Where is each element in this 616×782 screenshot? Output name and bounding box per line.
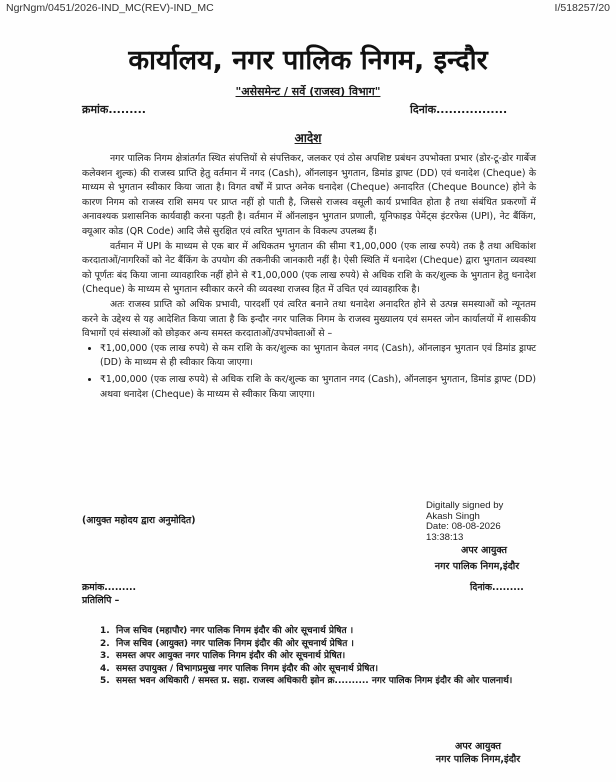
reference-number-field: क्रमांक.........	[82, 103, 146, 116]
paragraph: वर्तमान में UPI के माध्यम से एक बार में अधिकतम भुगतान की सीमा ₹1,00,000 (एक लाख रुपये) तक है तथा अधिकांश करदाताओं/नागरिकों को नेट बैंकिंग के उपयोग की तकनीकी जानकारी नहीं है। ऐसी स्थिति में धनादेश (Cheque) द्वारा भुगतान व्यवस्था को पूर्णतः बंद किया जाना व्यावहारिक नहीं होने से ₹1,00,000 (एक लाख रुपये) से अधिक राशि के कर/शुल्क के भुगतान हेतु धनादेश (Cheque) के माध्यम से भुगतान स्वीकार करने की व्यवस्था राजस्व हित में उचित एवं व्यावहारिक है।	[82, 240, 536, 296]
date-field: दिनांक.................	[410, 103, 508, 116]
list-item	[100, 675, 536, 688]
order-heading-text: आदेश	[294, 131, 322, 145]
signature-line: Digitally signed by	[426, 500, 504, 511]
list-text: निज सचिव (आयुक्त) नगर पालिक निगम इंदौर की ओर सूचनार्थ प्रेषित ।	[116, 638, 354, 649]
inward-number: I/518257/20	[554, 2, 610, 14]
list-text: निज सचिव (महापौर) नगर पालिक निगम इंदौर की ओर सूचनार्थ प्रेषित ।	[116, 626, 354, 636]
list-item: • ₹1,00,000 (एक लाख रुपये) से कम राशि के कर/शुल्क का भुगतान केवल नगद (Cash), ऑनलाइन भुगतान एवं डिमांड ड्राफ्ट (DD) के माध्यम से ही स्वीकार किया जाएगा।	[100, 342, 536, 371]
list-text: समस्त भवन अधिकारी / समस्त प्र. सहा. राजस्व अधिकारी झोन क्र.......... नगर पालिक निगम इंदौर की ओर पालनार्थ।	[116, 676, 513, 687]
office-title: कार्यालय, नगर पालिक निगम, इन्दौर	[128, 45, 488, 76]
list-item: • ₹1,00,000 (एक लाख रुपये) से अधिक राशि के कर/शुल्क का भुगतान नगद (Cash), ऑनलाइन भुगतान, डिमांड ड्राफ्ट (DD) अथवा धनादेश (Cheque) के माध्यम से स्वीकार किया जाएगा।	[100, 373, 536, 402]
list-number: 5.	[100, 676, 110, 687]
department-text: "असेसमेन्ट / सर्वे (राजस्व) विभाग"	[235, 85, 381, 98]
signature-time: 13:38:13	[426, 531, 464, 543]
copy-date: दिनांक.........	[470, 582, 524, 593]
digital-signature	[426, 501, 503, 543]
list-number: 1.	[100, 626, 110, 636]
order-heading	[0, 129, 616, 146]
paragraph: अतः राजस्व प्राप्ति को अधिक प्रभावी, पारदर्शी एवं त्वरित बनाने तथा धनादेश अनादरित होने से उत्पन्न समस्याओं को न्यूनतम करने के उद्देश्य से यह आदेशित किया जाता है कि इन्दौर नगर पालिक निगम के राजस्व मुख्यालय एवं समस्त जोन कार्यालयों में शासकीय विभागों एवं संस्थाओं को छोड़कर अन्य समस्त करदाताओं/उपभोक्ताओं से –	[82, 298, 536, 340]
approval-note: (आयुक्त महोदय द्वारा अनुमोदित)	[82, 515, 196, 526]
bottom-signature-block	[408, 740, 548, 766]
copy-reference-number: क्रमांक.........	[82, 582, 137, 593]
copy-to-heading: प्रतिलिपि –	[82, 595, 120, 606]
order-body	[82, 152, 536, 404]
list-number: 2.	[100, 638, 110, 649]
signatory-title: अपर आयुक्त	[460, 545, 508, 556]
list-item	[100, 650, 536, 663]
department-name	[0, 84, 616, 99]
copy-to-list	[100, 625, 536, 688]
list-text: समस्त उपायुक्त / विभागप्रमुख नगर पालिक निगम इंदौर की ओर सूचनार्थ प्रेषित।	[116, 663, 379, 674]
list-number: 4.	[100, 663, 110, 674]
signatory-org: नगर पालिक निगम,इंदौर	[435, 754, 521, 765]
payment-rules-list	[82, 342, 536, 402]
signatory-title: अपर आयुक्त	[454, 741, 502, 752]
list-text: समस्त अपर आयुक्त नगर पालिक निगम इंदौर की ओर सूचनार्थ प्रेषित।	[116, 651, 346, 662]
list-item	[100, 625, 536, 638]
list-item	[100, 638, 536, 651]
paragraph: नगर पालिक निगम क्षेत्रांतर्गत स्थित संपत्तियों से संपत्तिकर, जलकर एवं ठोस अपशिष्ट प्रबंधन उपभोक्ता प्रभार (डोर-टू-डोर गार्बेज कलेक्शन शुल्क) की राजस्व प्राप्ति हेतु वर्तमान में नगद (Cash), ऑनलाइन भुगतान, डिमांड ड्राफ्ट (DD) एवं धनादेश (Cheque) के माध्यम से भुगतान स्वीकार किया जाता है। विगत वर्षों में प्राप्त अनेक धनादेश (Cheque) अनादरित (Cheque Bounce) होने के कारण निगम को राजस्व राशि समय पर प्राप्त नहीं हो पाती है, जिससे राजस्व वसूली कार्य प्रभावित होता है तथा संबंधित प्रकरणों में अनावश्यक प्रशासनिक कार्यवाही करना पड़ती है। वर्तमान में ऑनलाइन भुगतान प्रणाली, यूनिफाइड पेमेंट्स इंटरफेस (UPI), नेट बैंकिंग, क्यूआर कोड (QR Code) आदि जैसे सुरक्षित एवं त्वरित भुगतान के विकल्प उपलब्ध हैं।	[82, 153, 536, 237]
signatory-org: नगर पालिक निगम,इंदौर	[434, 561, 520, 572]
reference-number: NgrNgm/0451/2026-IND_MC(REV)-IND_MC	[6, 2, 214, 14]
list-item	[100, 663, 536, 676]
list-number: 3.	[100, 651, 110, 662]
signature-date: Date: 08-08-2026	[426, 521, 501, 533]
signer-name: Akash Singh	[426, 510, 480, 522]
